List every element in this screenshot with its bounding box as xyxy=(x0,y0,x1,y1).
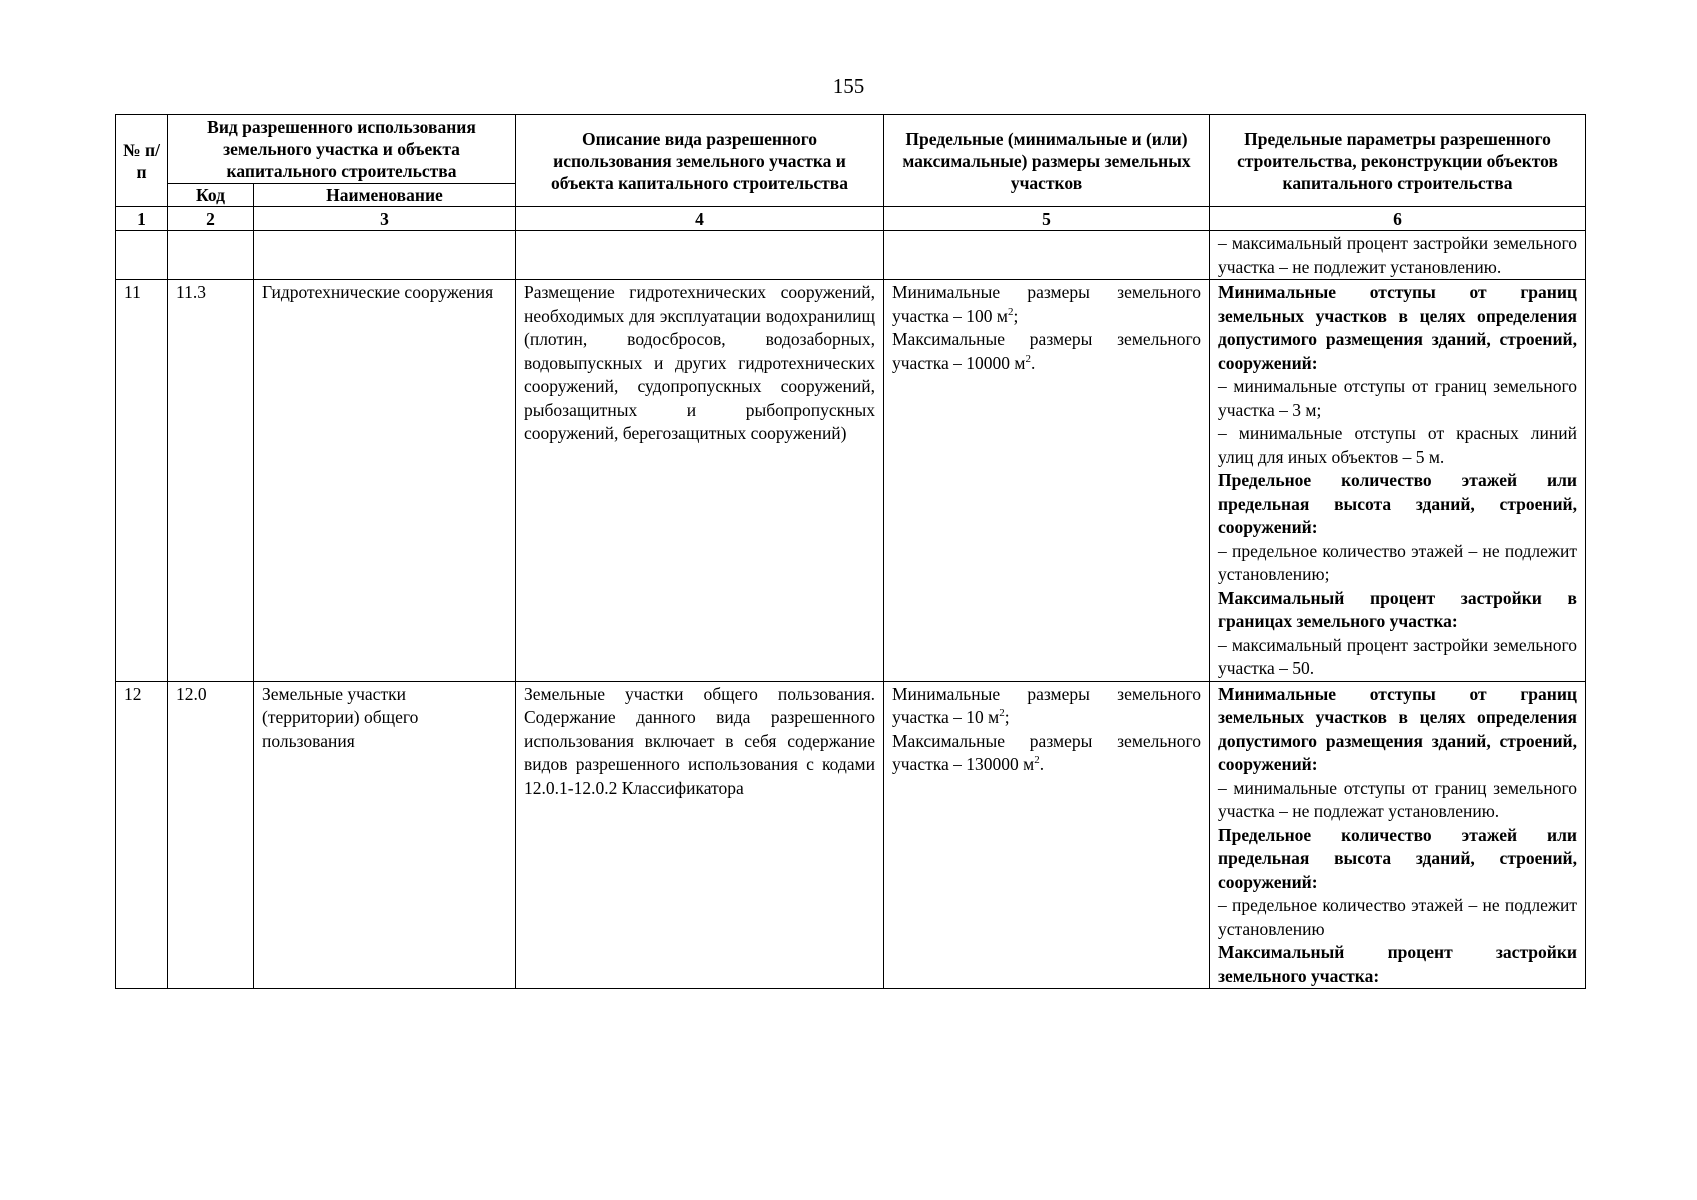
use-description: Земельные участки общего пользования. Содержание данного вида разрешенного использования включает в себя содержание видов разрешенного использования с кодами 12.0.1-12.0.2 Классификатора xyxy=(516,681,884,989)
params-heading: Предельное количество этажей или предельная высота зданий, строений, сооружений: xyxy=(1218,470,1577,537)
header-name: Наименование xyxy=(254,184,516,207)
header-params: Предельные параметры разрешенного строительства, реконструкции объектов капитального строительства xyxy=(1210,115,1586,207)
params-text: – минимальные отступы от границ земельного участка – 3 м; xyxy=(1218,376,1577,420)
use-code: 11.3 xyxy=(168,280,254,682)
header-use-group: Вид разрешенного использования земельного участка и объекта капитального строительства xyxy=(168,115,516,184)
header-num: № п/п xyxy=(116,115,168,207)
row-number: 11 xyxy=(116,280,168,682)
table-row xyxy=(116,681,1586,989)
table-row xyxy=(116,231,1586,280)
column-number: 3 xyxy=(254,207,516,231)
column-number: 4 xyxy=(516,207,884,231)
page-number: 155 xyxy=(832,74,865,98)
params-text: – максимальный процент застройки земельного участка – 50. xyxy=(1218,634,1577,678)
plot-sizes: Минимальные размеры земельного участка – 100 $м^2$; Максимальные размеры земельного участка – 10000 $м^2$. xyxy=(884,280,1210,682)
plot-sizes: Минимальные размеры земельного участка – 10 $м^2$; Максимальные размеры земельного участка – 130000 $м^2$. xyxy=(884,681,1210,989)
params-heading: Максимальный процент застройки в границах земельного участка: xyxy=(1218,587,1577,631)
column-number: 1 xyxy=(116,207,168,231)
params-heading: Максимальный процент застройки земельного участка: xyxy=(1218,942,1577,986)
params-text: – предельное количество этажей – не подлежит установлению xyxy=(1218,895,1577,939)
regulations-table xyxy=(115,114,1586,989)
use-description: Размещение гидротехнических сооружений, необходимых для эксплуатации водохранилищ (плотин, водосбросов, водозаборных, водовыпускных и других гидротехнических сооружений, судопропускных сооружений, рыбозащитных и рыбопропускных сооружений, берегозащитных сооружений) xyxy=(516,280,884,682)
header-description: Описание вида разрешенного использования земельного участка и объекта капитального строительства xyxy=(516,115,884,207)
params-cell xyxy=(1210,231,1586,280)
construction-params xyxy=(1210,681,1586,989)
use-name: Земельные участки (территории) общего пользования xyxy=(254,681,516,989)
row-number: 12 xyxy=(116,681,168,989)
column-number: 5 xyxy=(884,207,1210,231)
params-heading: Минимальные отступы от границ земельных участков в целях определения допустимого размещения зданий, строений, сооружений: xyxy=(1218,683,1577,774)
column-number: 6 xyxy=(1210,207,1586,231)
header-sizes: Предельные (минимальные и (или) максимальные) размеры земельных участков xyxy=(884,115,1210,207)
header-code: Код xyxy=(168,184,254,207)
use-code: 12.0 xyxy=(168,681,254,989)
use-name: Гидротехнические сооружения xyxy=(254,280,516,682)
column-number: 2 xyxy=(168,207,254,231)
table-row xyxy=(116,280,1586,682)
params-text: – предельное количество этажей – не подлежит установлению; xyxy=(1218,540,1577,584)
column-numbers-row xyxy=(116,207,1586,231)
params-text: – минимальные отступы от границ земельного участка – не подлежат установлению. xyxy=(1218,777,1577,821)
params-text: – максимальный процент застройки земельного участка – не подлежит установлению. xyxy=(1218,233,1577,277)
params-heading: Предельное количество этажей или предельная высота зданий, строений, сооружений: xyxy=(1218,824,1577,892)
construction-params xyxy=(1210,280,1586,682)
params-heading: Минимальные отступы от границ земельных участков в целях определения допустимого размещения зданий, строений, сооружений: xyxy=(1218,282,1577,373)
params-text: – минимальные отступы от красных линий улиц для иных объектов – 5 м. xyxy=(1218,423,1577,467)
